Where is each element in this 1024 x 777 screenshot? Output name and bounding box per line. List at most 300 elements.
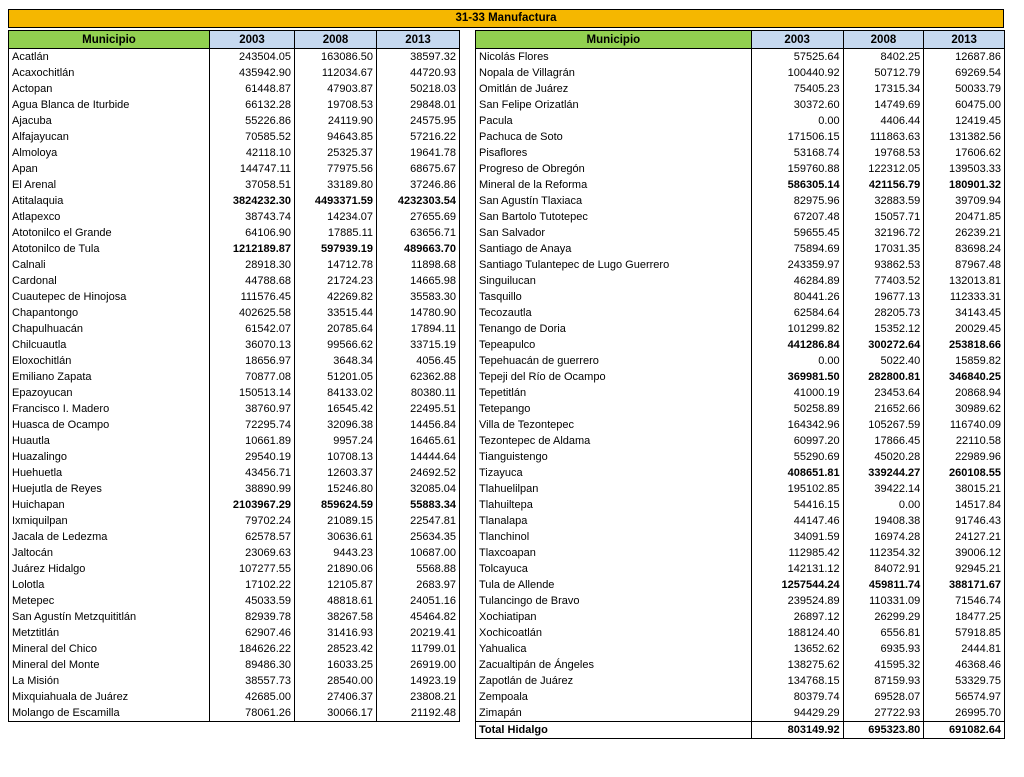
value-2008-cell: 421156.79 [843,177,924,193]
column-header-2013: 2013 [924,31,1005,49]
table-row [9,593,460,609]
municipio-cell: Nopala de Villagrán [476,65,752,81]
value-2013-cell: 39006.12 [924,545,1005,561]
table-row [9,561,460,577]
table-row [476,561,1005,577]
municipio-cell: Chapulhuacán [9,321,210,337]
municipio-cell: La Misión [9,673,210,689]
value-2013-cell: 11898.68 [377,257,460,273]
value-2013-cell: 346840.25 [924,369,1005,385]
value-2008-cell: 31416.93 [295,625,377,641]
municipio-cell: Zacualtipán de Ángeles [476,657,752,673]
value-2013-cell: 24127.21 [924,529,1005,545]
table-row [9,161,460,177]
value-2008-cell: 105267.59 [843,417,924,433]
value-2003-cell: 0.00 [751,353,843,369]
municipio-cell: Tenango de Doria [476,321,752,337]
value-2008-cell: 459811.74 [843,577,924,593]
municipio-cell: Tulancingo de Bravo [476,593,752,609]
value-2008-cell: 6556.81 [843,625,924,641]
municipio-cell: Cuautepec de Hinojosa [9,289,210,305]
table-row [476,145,1005,161]
table-row [9,513,460,529]
value-2013-cell: 20471.85 [924,209,1005,225]
value-2013-cell: 24575.95 [377,113,460,129]
value-2003-cell: 70877.08 [210,369,295,385]
manufacturing-table-right [475,30,1005,739]
municipio-cell: Lolotla [9,577,210,593]
table-row [9,81,460,97]
column-gap [461,28,473,777]
municipio-cell: Tianguistengo [476,449,752,465]
value-2003-cell: 37058.51 [210,177,295,193]
municipio-cell: Huasca de Ocampo [9,417,210,433]
value-2008-cell: 17315.34 [843,81,924,97]
value-2003-cell: 72295.74 [210,417,295,433]
total-2008: 695323.80 [843,722,924,739]
value-2013-cell: 260108.55 [924,465,1005,481]
table-row [476,225,1005,241]
value-2013-cell: 83698.24 [924,241,1005,257]
value-2008-cell: 9443.23 [295,545,377,561]
value-2003-cell: 34091.59 [751,529,843,545]
value-2003-cell: 100440.92 [751,65,843,81]
value-2013-cell: 14456.84 [377,417,460,433]
municipio-cell: Tepeji del Río de Ocampo [476,369,752,385]
municipio-cell: Epazoyucan [9,385,210,401]
value-2008-cell: 16033.25 [295,657,377,673]
value-2008-cell: 859624.59 [295,497,377,513]
value-2013-cell: 30989.62 [924,401,1005,417]
municipio-cell: Huejutla de Reyes [9,481,210,497]
value-2003-cell: 80379.74 [751,689,843,705]
value-2003-cell: 45033.59 [210,593,295,609]
municipio-cell: Pachuca de Soto [476,129,752,145]
municipio-cell: Tlaxcoapan [476,545,752,561]
table-row [476,641,1005,657]
value-2013-cell: 19641.78 [377,145,460,161]
table-row [9,337,460,353]
municipio-cell: Progreso de Obregón [476,161,752,177]
value-2003-cell: 144747.11 [210,161,295,177]
table-row [476,193,1005,209]
value-2008-cell: 16545.42 [295,401,377,417]
value-2008-cell: 15057.71 [843,209,924,225]
value-2003-cell: 101299.82 [751,321,843,337]
table-row [9,65,460,81]
value-2013-cell: 11799.01 [377,641,460,657]
table-row [9,545,460,561]
value-2013-cell: 80380.11 [377,385,460,401]
table-row [476,289,1005,305]
value-2003-cell: 26897.12 [751,609,843,625]
value-2008-cell: 0.00 [843,497,924,513]
value-2003-cell: 70585.52 [210,129,295,145]
total-2003: 803149.92 [751,722,843,739]
value-2003-cell: 188124.40 [751,625,843,641]
value-2008-cell: 20785.64 [295,321,377,337]
value-2013-cell: 35583.30 [377,289,460,305]
municipio-cell: Atlapexco [9,209,210,225]
municipio-cell: Tepetitlán [476,385,752,401]
value-2008-cell: 14712.78 [295,257,377,273]
value-2008-cell: 38267.58 [295,609,377,625]
table-row [9,49,460,66]
value-2013-cell: 5568.88 [377,561,460,577]
value-2008-cell: 26299.29 [843,609,924,625]
table-row [9,689,460,705]
value-2008-cell: 94643.85 [295,129,377,145]
value-2013-cell: 489663.70 [377,241,460,257]
value-2013-cell: 39709.94 [924,193,1005,209]
municipio-cell: San Agustín Tlaxiaca [476,193,752,209]
table-row [9,353,460,369]
value-2003-cell: 23069.63 [210,545,295,561]
table-row [476,529,1005,545]
municipio-cell: San Salvador [476,225,752,241]
value-2013-cell: 132013.81 [924,273,1005,289]
table-row [476,241,1005,257]
value-2013-cell: 34143.45 [924,305,1005,321]
value-2008-cell: 25325.37 [295,145,377,161]
municipio-cell: Xochicoatlán [476,625,752,641]
municipio-cell: Tezontepec de Aldama [476,433,752,449]
table-row [476,481,1005,497]
table-row [9,625,460,641]
table-row [476,545,1005,561]
municipio-cell: Mineral de la Reforma [476,177,752,193]
value-2013-cell: 57918.85 [924,625,1005,641]
value-2003-cell: 54416.15 [751,497,843,513]
value-2003-cell: 369981.50 [751,369,843,385]
value-2003-cell: 435942.90 [210,65,295,81]
municipio-cell: Atotonilco de Tula [9,241,210,257]
value-2013-cell: 92945.21 [924,561,1005,577]
value-2003-cell: 38760.97 [210,401,295,417]
municipio-cell: Zapotlán de Juárez [476,673,752,689]
value-2013-cell: 20868.94 [924,385,1005,401]
table-row [9,305,460,321]
table-row [476,577,1005,593]
value-2003-cell: 55290.69 [751,449,843,465]
municipio-cell: Ixmiquilpan [9,513,210,529]
value-2008-cell: 282800.81 [843,369,924,385]
value-2013-cell: 26919.00 [377,657,460,673]
municipio-cell: San Agustín Metzquititlán [9,609,210,625]
value-2013-cell: 12419.45 [924,113,1005,129]
table-row [476,209,1005,225]
value-2003-cell: 38743.74 [210,209,295,225]
table-row [476,497,1005,513]
municipio-cell: Tlahuiltepa [476,497,752,513]
value-2013-cell: 33715.19 [377,337,460,353]
municipio-cell: Huazalingo [9,449,210,465]
value-2003-cell: 10661.89 [210,433,295,449]
value-2003-cell: 1257544.24 [751,577,843,593]
municipio-cell: Actopan [9,81,210,97]
column-header-2008: 2008 [295,31,377,49]
municipio-cell: Huautla [9,433,210,449]
value-2003-cell: 1212189.87 [210,241,295,257]
value-2013-cell: 24051.16 [377,593,460,609]
municipio-cell: Omitlán de Juárez [476,81,752,97]
value-2003-cell: 53168.74 [751,145,843,161]
value-2008-cell: 48818.61 [295,593,377,609]
value-2008-cell: 14749.69 [843,97,924,113]
value-2008-cell: 16974.28 [843,529,924,545]
value-2008-cell: 12105.87 [295,577,377,593]
total-label: Total Hidalgo [476,722,752,739]
municipio-cell: Singuilucan [476,273,752,289]
table-row [476,689,1005,705]
value-2003-cell: 75405.23 [751,81,843,97]
municipio-cell: Pacula [476,113,752,129]
value-2008-cell: 597939.19 [295,241,377,257]
municipio-cell: Pisaflores [476,145,752,161]
table-row [9,273,460,289]
value-2003-cell: 75894.69 [751,241,843,257]
value-2013-cell: 15859.82 [924,353,1005,369]
table-row [9,705,460,722]
value-2003-cell: 82975.96 [751,193,843,209]
municipio-cell: Tolcayuca [476,561,752,577]
value-2008-cell: 33189.80 [295,177,377,193]
municipio-cell: Mixquiahuala de Juárez [9,689,210,705]
column-header-municipio: Municipio [9,31,210,49]
value-2003-cell: 38890.99 [210,481,295,497]
municipio-cell: Acaxochitlán [9,65,210,81]
value-2003-cell: 408651.81 [751,465,843,481]
value-2008-cell: 163086.50 [295,49,377,66]
table-row [9,321,460,337]
value-2008-cell: 12603.37 [295,465,377,481]
municipio-cell: Eloxochitlán [9,353,210,369]
value-2008-cell: 3648.34 [295,353,377,369]
value-2003-cell: 62907.46 [210,625,295,641]
value-2013-cell: 21192.48 [377,705,460,722]
column-header-2008: 2008 [843,31,924,49]
municipio-cell: Xochiatipan [476,609,752,625]
value-2008-cell: 51201.05 [295,369,377,385]
value-2008-cell: 14234.07 [295,209,377,225]
value-2008-cell: 21890.06 [295,561,377,577]
value-2003-cell: 13652.62 [751,641,843,657]
value-2013-cell: 87967.48 [924,257,1005,273]
municipio-cell: Zimapán [476,705,752,722]
value-2003-cell: 112985.42 [751,545,843,561]
value-2008-cell: 27406.37 [295,689,377,705]
value-2013-cell: 23808.21 [377,689,460,705]
column-header-municipio: Municipio [476,31,752,49]
municipio-cell: Santiago de Anaya [476,241,752,257]
table-row [476,49,1005,66]
value-2003-cell: 61448.87 [210,81,295,97]
table-row [9,97,460,113]
table-row [476,129,1005,145]
value-2013-cell: 38597.32 [377,49,460,66]
value-2013-cell: 20029.45 [924,321,1005,337]
municipio-cell: Calnali [9,257,210,273]
value-2013-cell: 116740.09 [924,417,1005,433]
value-2008-cell: 77403.52 [843,273,924,289]
value-2003-cell: 36070.13 [210,337,295,353]
value-2003-cell: 111576.45 [210,289,295,305]
value-2003-cell: 42118.10 [210,145,295,161]
value-2008-cell: 84072.91 [843,561,924,577]
municipio-cell: Tlanchinol [476,529,752,545]
table-row [9,417,460,433]
value-2013-cell: 17606.62 [924,145,1005,161]
value-2003-cell: 18656.97 [210,353,295,369]
value-2013-cell: 18477.25 [924,609,1005,625]
value-2003-cell: 46284.89 [751,273,843,289]
value-2008-cell: 21652.66 [843,401,924,417]
value-2008-cell: 300272.64 [843,337,924,353]
value-2008-cell: 19768.53 [843,145,924,161]
value-2003-cell: 30372.60 [751,97,843,113]
table-row [476,513,1005,529]
value-2003-cell: 138275.62 [751,657,843,673]
value-2013-cell: 2444.81 [924,641,1005,657]
value-2003-cell: 243504.05 [210,49,295,66]
table-row [9,577,460,593]
municipio-cell: Huichapan [9,497,210,513]
value-2008-cell: 45020.28 [843,449,924,465]
table-row [476,81,1005,97]
table-row [9,497,460,513]
value-2008-cell: 21724.23 [295,273,377,289]
table-row [9,145,460,161]
value-2008-cell: 19708.53 [295,97,377,113]
municipio-cell: San Bartolo Tutotepec [476,209,752,225]
municipio-cell: Mineral del Chico [9,641,210,657]
table-row [476,353,1005,369]
value-2013-cell: 14517.84 [924,497,1005,513]
table-row [9,641,460,657]
value-2013-cell: 22495.51 [377,401,460,417]
value-2013-cell: 37246.86 [377,177,460,193]
value-2013-cell: 53329.75 [924,673,1005,689]
value-2008-cell: 17885.11 [295,225,377,241]
value-2003-cell: 402625.58 [210,305,295,321]
value-2008-cell: 77975.56 [295,161,377,177]
value-2013-cell: 27655.69 [377,209,460,225]
value-2008-cell: 27722.93 [843,705,924,722]
value-2003-cell: 67207.48 [751,209,843,225]
table-row [9,529,460,545]
municipio-cell: Chilcuautla [9,337,210,353]
table-row [476,673,1005,689]
value-2008-cell: 112034.67 [295,65,377,81]
table-row [476,65,1005,81]
value-2008-cell: 87159.93 [843,673,924,689]
table-row [476,305,1005,321]
value-2008-cell: 28205.73 [843,305,924,321]
value-2008-cell: 30066.17 [295,705,377,722]
value-2003-cell: 184626.22 [210,641,295,657]
value-2013-cell: 26995.70 [924,705,1005,722]
value-2013-cell: 14665.98 [377,273,460,289]
value-2013-cell: 56574.97 [924,689,1005,705]
value-2013-cell: 26239.21 [924,225,1005,241]
value-2013-cell: 131382.56 [924,129,1005,145]
municipio-cell: Jaltocán [9,545,210,561]
value-2008-cell: 69528.07 [843,689,924,705]
value-2008-cell: 111863.63 [843,129,924,145]
value-2013-cell: 71546.74 [924,593,1005,609]
value-2003-cell: 3824232.30 [210,193,295,209]
table-row [476,401,1005,417]
table-row [9,113,460,129]
value-2003-cell: 586305.14 [751,177,843,193]
column-header-2003: 2003 [751,31,843,49]
value-2003-cell: 89486.30 [210,657,295,673]
value-2008-cell: 19677.13 [843,289,924,305]
value-2008-cell: 41595.32 [843,657,924,673]
table-title: 31-33 Manufactura [8,9,1004,28]
municipio-cell: Atotonilco el Grande [9,225,210,241]
value-2008-cell: 50712.79 [843,65,924,81]
table-row [476,113,1005,129]
table-row [9,129,460,145]
value-2008-cell: 30636.61 [295,529,377,545]
value-2013-cell: 44720.93 [377,65,460,81]
value-2013-cell: 68675.67 [377,161,460,177]
value-2008-cell: 93862.53 [843,257,924,273]
municipio-cell: Tizayuca [476,465,752,481]
value-2013-cell: 4232303.54 [377,193,460,209]
value-2008-cell: 8402.25 [843,49,924,66]
value-2008-cell: 28540.00 [295,673,377,689]
municipio-cell: Tetepango [476,401,752,417]
value-2013-cell: 139503.33 [924,161,1005,177]
value-2013-cell: 22989.96 [924,449,1005,465]
municipio-cell: Alfajayucan [9,129,210,145]
table-row [476,337,1005,353]
table-row [476,609,1005,625]
total-row [476,722,1005,739]
table-row [476,97,1005,113]
municipio-cell: Metztitlán [9,625,210,641]
municipio-cell: Villa de Tezontepec [476,417,752,433]
value-2003-cell: 150513.14 [210,385,295,401]
value-2013-cell: 180901.32 [924,177,1005,193]
municipio-cell: Molango de Escamilla [9,705,210,722]
value-2003-cell: 82939.78 [210,609,295,625]
value-2003-cell: 64106.90 [210,225,295,241]
value-2003-cell: 44788.68 [210,273,295,289]
value-2003-cell: 195102.85 [751,481,843,497]
value-2013-cell: 45464.82 [377,609,460,625]
value-2003-cell: 60997.20 [751,433,843,449]
value-2008-cell: 10708.13 [295,449,377,465]
value-2008-cell: 28523.42 [295,641,377,657]
table-row [9,465,460,481]
value-2013-cell: 12687.86 [924,49,1005,66]
value-2003-cell: 61542.07 [210,321,295,337]
value-2008-cell: 122312.05 [843,161,924,177]
value-2003-cell: 134768.15 [751,673,843,689]
value-2013-cell: 16465.61 [377,433,460,449]
value-2013-cell: 2683.97 [377,577,460,593]
table-row [476,465,1005,481]
table-row [476,657,1005,673]
table-row [9,481,460,497]
table-row [476,369,1005,385]
municipio-cell: Mineral del Monte [9,657,210,673]
value-2003-cell: 239524.89 [751,593,843,609]
value-2003-cell: 159760.88 [751,161,843,177]
